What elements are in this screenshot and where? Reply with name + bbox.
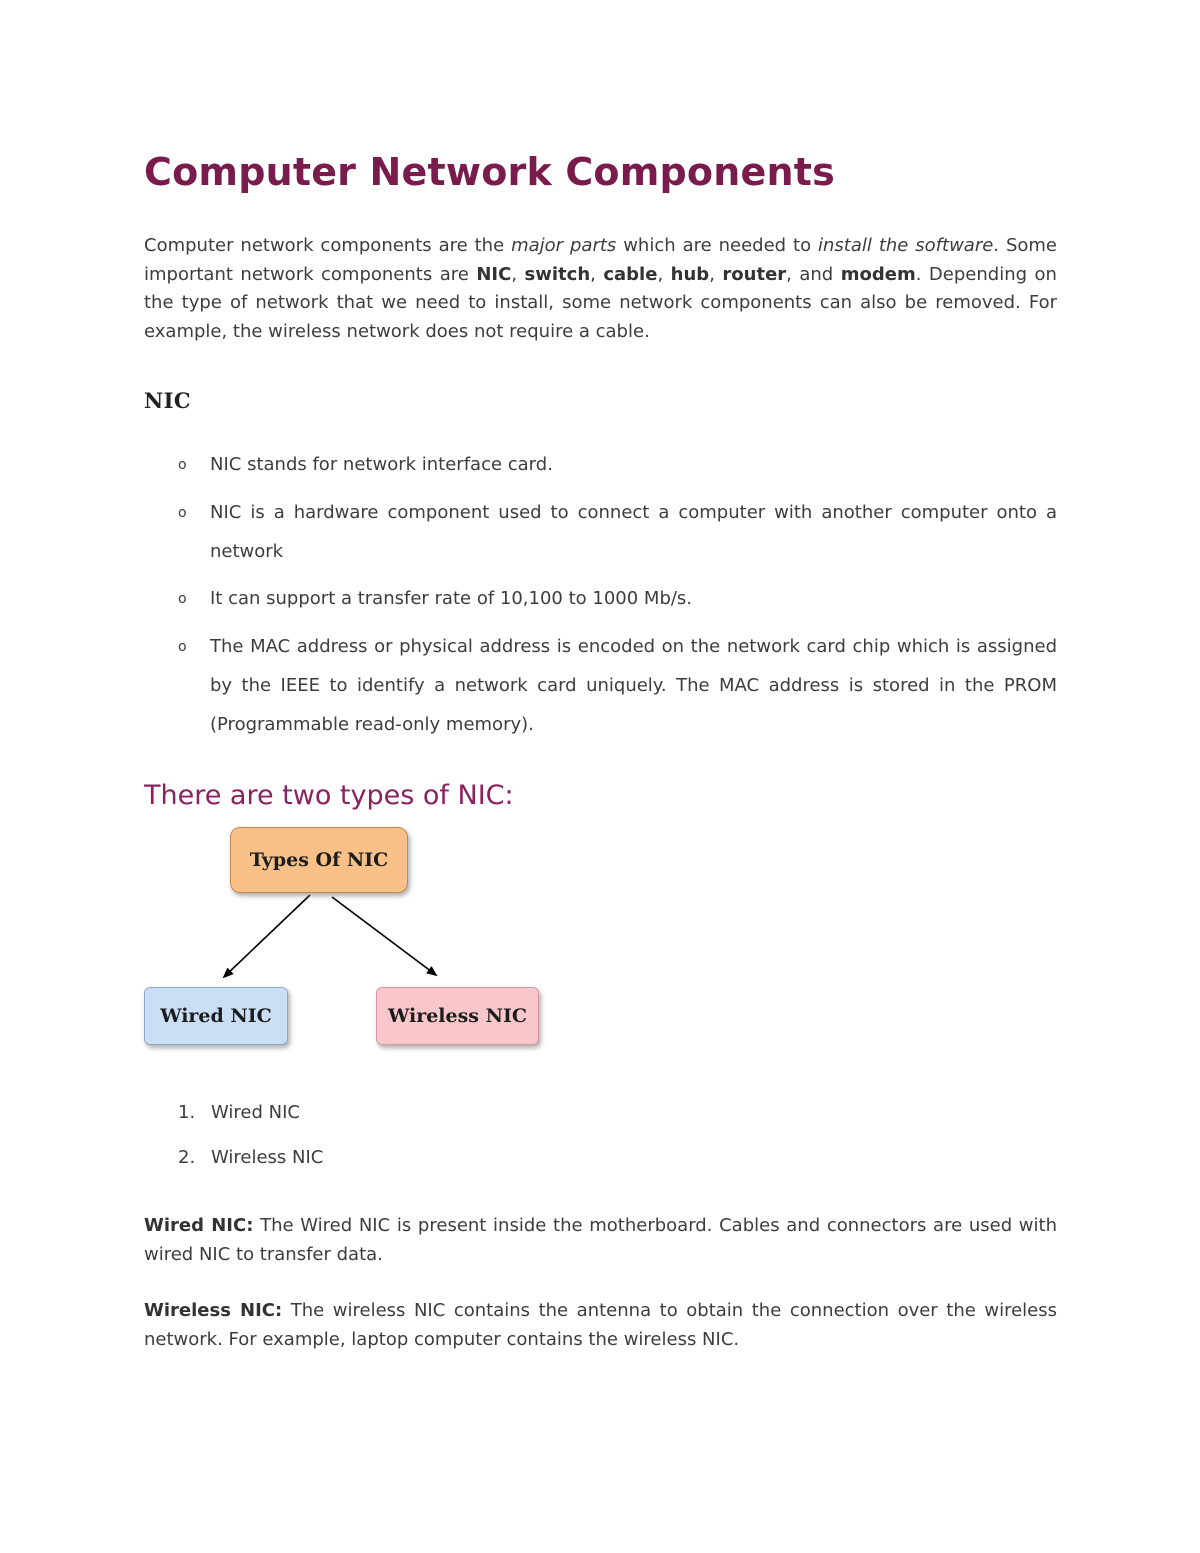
- bullet-marker: o: [178, 505, 187, 521]
- types-section-heading: There are two types of NIC:: [144, 780, 514, 811]
- bullet-text: The MAC address or physical address is encoded on the network card chip which is assigned by the IEEE to identify a network card uniquely. The MAC address is stored in the PROM (Programmable read-only memory).: [210, 636, 1057, 735]
- text-segment: , and: [786, 263, 841, 285]
- diagram-box-types-of-nic: Types Of NIC: [230, 827, 408, 893]
- list-number: 2.: [178, 1147, 196, 1168]
- wireless-nic-paragraph: [144, 1297, 1057, 1354]
- bold-term-router: router: [722, 263, 787, 285]
- arrow-to-wireless-nic: [332, 897, 436, 975]
- wireless-nic-text: The wireless NIC contains the antenna to obtain the connection over the wireless network. For example, laptop computer contains the wireless NIC.: [144, 1300, 1057, 1350]
- text-segment: ,: [511, 263, 525, 285]
- bullet-marker: o: [178, 457, 187, 473]
- text-segment: . Depending on the type of network that we need to install, some network components can also be removed. For example, the wireless network does not require a cable.: [144, 263, 1057, 342]
- bold-term-cable: cable: [603, 263, 658, 285]
- list-item: [144, 1099, 1057, 1127]
- list-item: [144, 493, 1057, 571]
- text-segment: ,: [590, 263, 604, 285]
- bold-term-hub: hub: [670, 263, 710, 285]
- text-segment: . Some important network components are: [144, 235, 1057, 285]
- intro-paragraph: [144, 232, 1057, 346]
- text-segment: which are needed to: [616, 235, 819, 256]
- nic-types-numbered-list: [144, 1099, 1057, 1172]
- list-item: [144, 1144, 1057, 1172]
- bold-term-nic: NIC: [476, 263, 512, 285]
- text-segment: ,: [657, 263, 671, 285]
- arrow-to-wired-nic: [224, 895, 310, 977]
- list-item: [144, 445, 1057, 485]
- wireless-nic-label: Wireless NIC:: [144, 1300, 283, 1321]
- diagram-box-wireless-nic: Wireless NIC: [376, 987, 539, 1045]
- text-segment: ,: [709, 263, 723, 285]
- wired-nic-paragraph: [144, 1212, 1057, 1269]
- list-number: 1.: [178, 1102, 196, 1123]
- text-segment: Computer network components are the: [144, 235, 512, 256]
- bold-term-switch: switch: [524, 263, 591, 285]
- list-label: Wireless NIC: [211, 1147, 324, 1168]
- wired-nic-label: Wired NIC:: [144, 1215, 254, 1236]
- bold-term-modem: modem: [840, 263, 916, 285]
- list-item: [144, 627, 1057, 744]
- wired-nic-text: The Wired NIC is present inside the motherboard. Cables and connectors are used with wired NIC to transfer data.: [144, 1215, 1058, 1265]
- bullet-text: It can support a transfer rate of 10,100 to 1000 Mb/s.: [210, 588, 693, 609]
- diagram-box-wired-nic: Wired NIC: [144, 987, 288, 1045]
- list-item: [144, 579, 1057, 619]
- nic-bullet-list: [144, 445, 1057, 744]
- italic-segment: major parts: [511, 235, 617, 256]
- bullet-marker: o: [178, 639, 187, 655]
- nic-types-diagram: [144, 827, 614, 1059]
- list-label: Wired NIC: [211, 1102, 300, 1123]
- bullet-text: NIC stands for network interface card.: [210, 454, 553, 475]
- page-title: Computer Network Components: [144, 150, 835, 194]
- bullet-text: NIC is a hardware component used to connect a computer with another computer onto a network: [210, 502, 1057, 562]
- bullet-marker: o: [178, 591, 187, 607]
- italic-segment: install the software: [818, 235, 994, 256]
- nic-section-heading: NIC: [144, 388, 191, 413]
